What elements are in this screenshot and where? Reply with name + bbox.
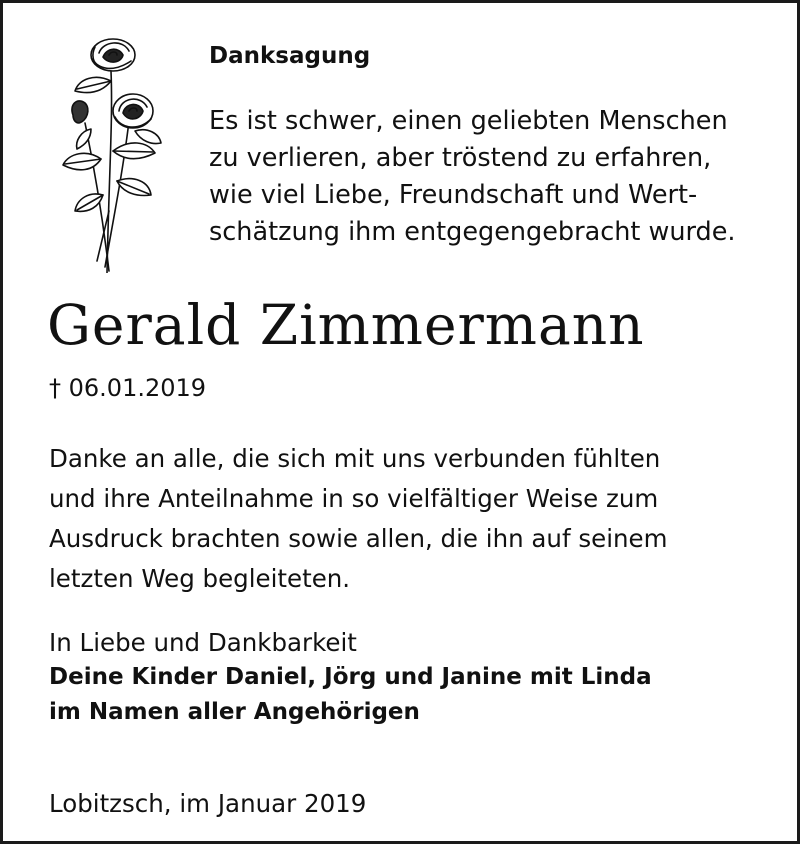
place-date: Lobitzsch, im Januar 2019 (49, 789, 367, 818)
intro-line: schätzung ihm entgegengebracht wurde. (209, 217, 736, 247)
deceased-name: Gerald Zimmermann (47, 293, 645, 357)
thanks-line: Danke an alle, die sich mit uns verbunden fühlten (49, 444, 661, 473)
intro-line: zu verlieren, aber tröstend zu erfahren, (209, 143, 712, 173)
intro-line: Es ist schwer, einen geliebten Menschen (209, 106, 728, 136)
intro-text (209, 103, 779, 251)
closing-line: In Liebe und Dankbarkeit (49, 628, 357, 657)
signature-line: Deine Kinder Daniel, Jörg und Janine mit Linda (49, 664, 652, 690)
heading: Danksagung (209, 43, 371, 69)
thanks-line: und ihre Anteilnahme in so vielfältiger Weise zum (49, 484, 659, 513)
rose-bouquet-icon (51, 31, 169, 273)
closing-block (49, 625, 769, 730)
thanks-text (49, 439, 769, 599)
thanks-line: letzten Weg begleiteten. (49, 564, 351, 593)
death-date: † 06.01.2019 (49, 374, 207, 402)
intro-line: wie viel Liebe, Freundschaft und Wert- (209, 180, 698, 210)
signature-line: im Namen aller Angehörigen (49, 699, 420, 725)
thanks-line: Ausdruck brachten sowie allen, die ihn auf seinem (49, 524, 668, 553)
